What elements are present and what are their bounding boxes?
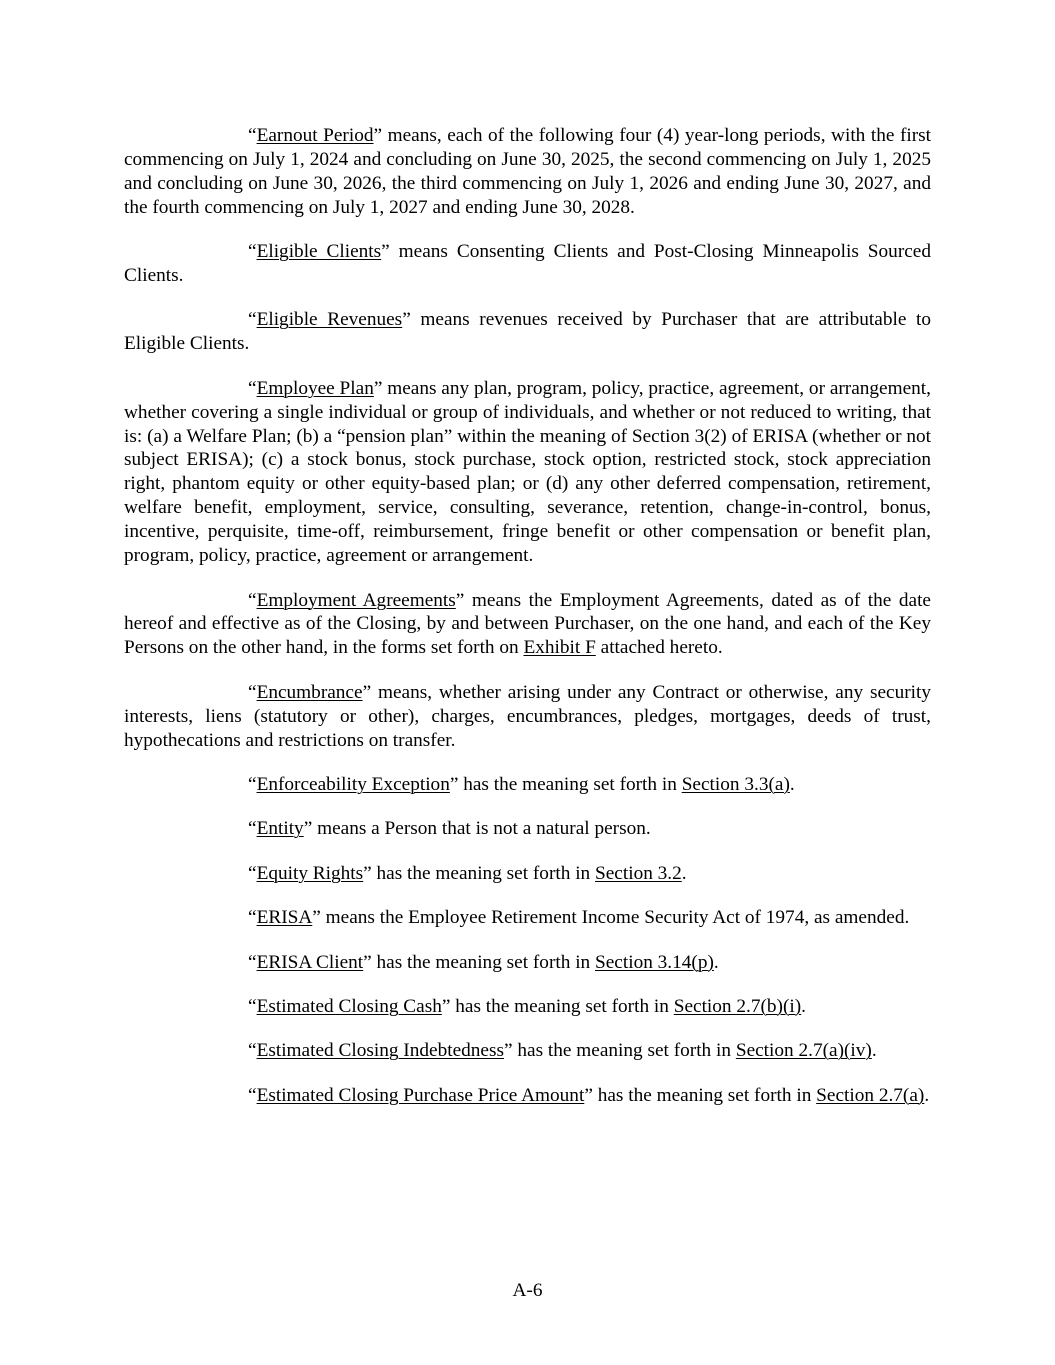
definition-text: has the meaning set forth in xyxy=(371,951,596,973)
definition-employee-plan: “Employee Plan” means any plan, program, policy, practice, agreement, or arrangement, whether covering a single individual or group of individuals, and whether or not reduced to writing, that is: (a) a Welfare Plan; (b) a “pension plan” within the meaning of Section 3(2) of ERISA (whether or not subject ERISA); (c) a stock bonus, stock purchase, stock option, restricted stock, stock appreciation right, phantom equity or other equity-based plan; or (d) any other deferred compensation, retirement, welfare benefit, employment, service, consulting, severance, retention, change-in-control, bonus, incentive, perquisite, time-off, reimbursement, fringe benefit or other compensation or benefit plan, program, policy, practice, agreement or arrangement. xyxy=(124,377,931,567)
definition-estimated-closing-indebtedness: “Estimated Closing Indebtedness” has the meaning set forth in Section 2.7(a)(iv). xyxy=(248,1040,877,1062)
definition-text: has the meaning set forth in xyxy=(450,995,674,1017)
definition-text-end: . xyxy=(924,1084,930,1106)
definition-employment-agreements: “Employment Agreements” means the Employment Agreements, dated as of the date hereof and effective as of the Closing, by and between Purchaser, on the one hand, and each of the Key Persons on the other hand, in the forms set forth on Exhibit F attached hereto. xyxy=(124,589,931,659)
cross-reference: Section 3.2 xyxy=(595,862,682,884)
defined-term: Estimated Closing Purchase Price Amount xyxy=(256,1084,585,1106)
definition-encumbrance: “Encumbrance” means, whether arising under any Contract or otherwise, any security interests, liens (statutory or other), charges, encumbrances, pledges, mortgages, deeds of trust, hypothecations and restrictions on transfer. xyxy=(124,681,931,751)
defined-term: Equity Rights xyxy=(256,862,364,884)
definition-text: means any plan, program, policy, practice, agreement, or arrangement, whether covering a single individual or group of individuals, and whether or not reduced to writing, that is: (a) a Welfare Plan; (b) a “pension plan” within the meaning of Section 3(2) of ERISA (whether or not subject ERISA); (c) a stock bonus, stock purchase, stock option, restricted stock, stock appreciation right, phantom equity or other equity-based plan; or (d) any other deferred compensation, retirement, welfare benefit, employment, service, consulting, severance, retention, change-in-control, bonus, incentive, perquisite, time-off, reimbursement, fringe benefit or other compensation or benefit plan, program, policy, practice, agreement or arrangement. xyxy=(124,377,931,567)
definition-text-end: . xyxy=(789,773,795,795)
definition-estimated-closing-cash: “Estimated Closing Cash” has the meaning set forth in Section 2.7(b)(i). xyxy=(248,995,806,1017)
definition-text: means, each of the following four (4) year-long periods, with the first commencing on July 1, 2024 and concluding on June 30, 2025, the second commencing on July 1, 2025 and concluding on June 30, 2026, the third commencing on July 1, 2026 and ending June 30, 2027, and the fourth commencing on July 1, 2027 and ending June 30, 2028. xyxy=(124,125,932,218)
defined-term: Earnout Period xyxy=(256,125,374,146)
defined-term: Eligible Clients xyxy=(256,241,382,263)
definition-text: means a Person that is not a natural person. xyxy=(312,818,651,840)
page-number: A-6 xyxy=(512,1280,543,1301)
definition-text: means the Employment Agreements, dated as of the date hereof and effective as of the Closing, by and between Purchaser, on the one hand, and each of the Key Persons on the other hand, in the forms set forth on xyxy=(124,589,931,659)
cross-reference: Section 3.14(p) xyxy=(595,951,714,973)
definition-text-end: . xyxy=(801,995,806,1017)
cross-reference: Exhibit F xyxy=(523,637,596,659)
defined-term: Enforceability Exception xyxy=(256,773,450,795)
definition-text: means the Employee Retirement Income Security Act of 1974, as amended. xyxy=(320,907,910,929)
definition-text: has the meaning set forth in xyxy=(371,862,596,884)
definition-text: has the meaning set forth in xyxy=(592,1084,817,1106)
defined-term: Eligible Revenues xyxy=(256,309,403,331)
definition-eligible-clients: “Eligible Clients” means Consenting Clients and Post-Closing Minneapolis Sourced Clients. xyxy=(124,241,931,287)
definition-text-end: attached hereto. xyxy=(595,637,723,659)
cross-reference: Section 2.7(a) xyxy=(816,1084,925,1106)
definition-text-end: . xyxy=(681,862,687,884)
defined-term: Encumbrance xyxy=(256,681,363,703)
definition-entity: “Entity” means a Person that is not a natural person. xyxy=(248,818,651,840)
definition-enforceability-exception: “Enforceability Exception” has the meaning set forth in Section 3.3(a). xyxy=(248,773,795,795)
definition-text: means revenues received by Purchaser that are attributable to Eligible Clients. xyxy=(124,309,931,355)
definition-text: means Consenting Clients and Post-Closing Minneapolis Sourced Clients. xyxy=(124,241,931,287)
definition-text: has the meaning set forth in xyxy=(458,773,682,795)
defined-term: Employment Agreements xyxy=(256,589,456,611)
definition-text-end: . xyxy=(871,1040,877,1062)
definition-earnout-period: “Earnout Period” means, each of the following four (4) year-long periods, with the first commencing on July 1, 2024 and concluding on June 30, 2025, the second commencing on July 1, 2025 and concluding on June 30, 2026, the third commencing on July 1, 2026 and ending June 30, 2027, and the fourth commencing on July 1, 2027 and ending June 30, 2028. xyxy=(124,125,932,218)
definition-eligible-revenues: “Eligible Revenues” means revenues received by Purchaser that are attributable to Eligible Clients. xyxy=(124,309,931,355)
document-page xyxy=(124,124,931,1128)
defined-term: Estimated Closing Indebtedness xyxy=(256,1040,504,1062)
defined-term: Employee Plan xyxy=(256,377,374,399)
definition-text: has the meaning set forth in xyxy=(512,1040,736,1062)
definition-text: means, whether arising under any Contract or otherwise, any security interests, liens (statutory or other), charges, encumbrances, pledges, mortgages, deeds of trust, hypothecations and restrictions on transfer. xyxy=(124,681,931,751)
definition-equity-rights: “Equity Rights” has the meaning set forth in Section 3.2. xyxy=(248,862,687,884)
definition-erisa-client: “ERISA Client” has the meaning set forth in Section 3.14(p). xyxy=(248,951,719,973)
cross-reference: Section 2.7(b)(i) xyxy=(673,995,802,1017)
cross-reference: Section 3.3(a) xyxy=(681,773,790,795)
defined-term: Estimated Closing Cash xyxy=(256,995,442,1017)
definition-estimated-closing-purchase-price-amount: “Estimated Closing Purchase Price Amount” has the meaning set forth in Section 2.7(a). xyxy=(248,1084,930,1106)
defined-term: ERISA xyxy=(256,907,313,929)
defined-term: ERISA Client xyxy=(256,951,364,973)
definition-erisa: “ERISA” means the Employee Retirement Income Security Act of 1974, as amended. xyxy=(248,907,910,929)
cross-reference: Section 2.7(a)(iv) xyxy=(735,1040,872,1062)
defined-term: Entity xyxy=(256,818,304,840)
definition-text-end: . xyxy=(713,951,719,973)
